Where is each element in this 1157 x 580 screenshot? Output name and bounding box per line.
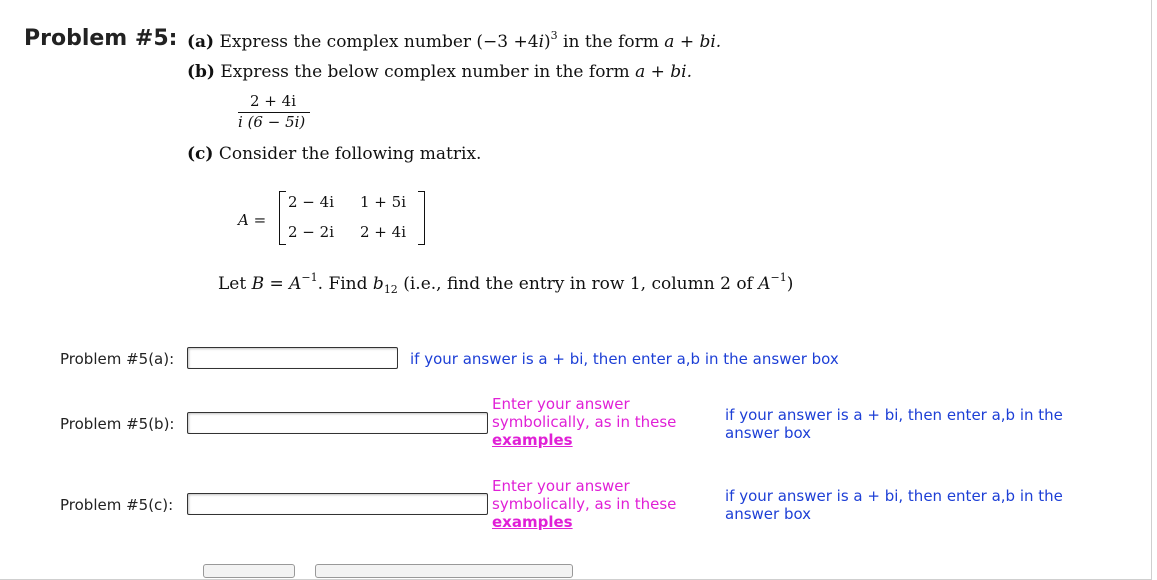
fraction-denominator: i (6 − 5i) [238, 113, 306, 131]
matrix-cell-12: 1 + 5i [360, 193, 406, 211]
answer-c-label: Problem #5(c): [60, 496, 174, 514]
problem-heading: Problem #5: [24, 26, 178, 51]
examples-link-c[interactable]: examples [492, 513, 573, 531]
matrix-cell-22: 2 + 4i [360, 223, 406, 241]
matrix-right-bracket [418, 191, 425, 245]
answer-a-hint: if your answer is a + bi, then enter a,b in the answer box [410, 350, 839, 368]
bottom-button-2[interactable] [315, 564, 573, 578]
bottom-button-1[interactable] [203, 564, 295, 578]
part-c-text: (c) Consider the following matrix. [187, 144, 482, 164]
matrix-name: A = [238, 211, 267, 229]
part-b-label: (b) [187, 62, 215, 82]
part-a-label: (a) [187, 32, 215, 52]
matrix-cell-21: 2 − 2i [288, 223, 334, 241]
part-c-instruction: Let $B = A^{-1}$. Find $b_{12}$ (i.e., find the entry in row 1, column 2 of $A^{-1}$) [218, 271, 794, 296]
part-b-text: (b) Express the below complex number in the form a + bi. [187, 62, 692, 82]
answer-c-input[interactable] [187, 493, 488, 515]
fraction-numerator: 2 + 4i [250, 92, 296, 110]
matrix-cell-11: 2 − 4i [288, 193, 334, 211]
answer-c-hint: if your answer is a + bi, then enter a,b in the answer box [725, 487, 1063, 523]
answer-b-symbolic-hint: Enter your answer symbolically, as in these examples [492, 395, 677, 449]
answer-b-label: Problem #5(b): [60, 415, 175, 433]
answer-b-input[interactable] [187, 412, 488, 434]
part-c-label: (c) [187, 144, 214, 164]
answer-a-input[interactable] [187, 347, 398, 369]
exponent: 3 [550, 29, 558, 42]
part-a-text: (a) Express the complex number $(-3 +4i)^3$ in the form a + bi. [187, 29, 722, 52]
answer-c-symbolic-hint: Enter your answer symbolically, as in these examples [492, 477, 677, 531]
matrix-left-bracket [279, 191, 286, 245]
answer-a-label: Problem #5(a): [60, 350, 175, 368]
answer-b-hint: if your answer is a + bi, then enter a,b in the answer box [725, 406, 1063, 442]
examples-link-b[interactable]: examples [492, 431, 573, 449]
